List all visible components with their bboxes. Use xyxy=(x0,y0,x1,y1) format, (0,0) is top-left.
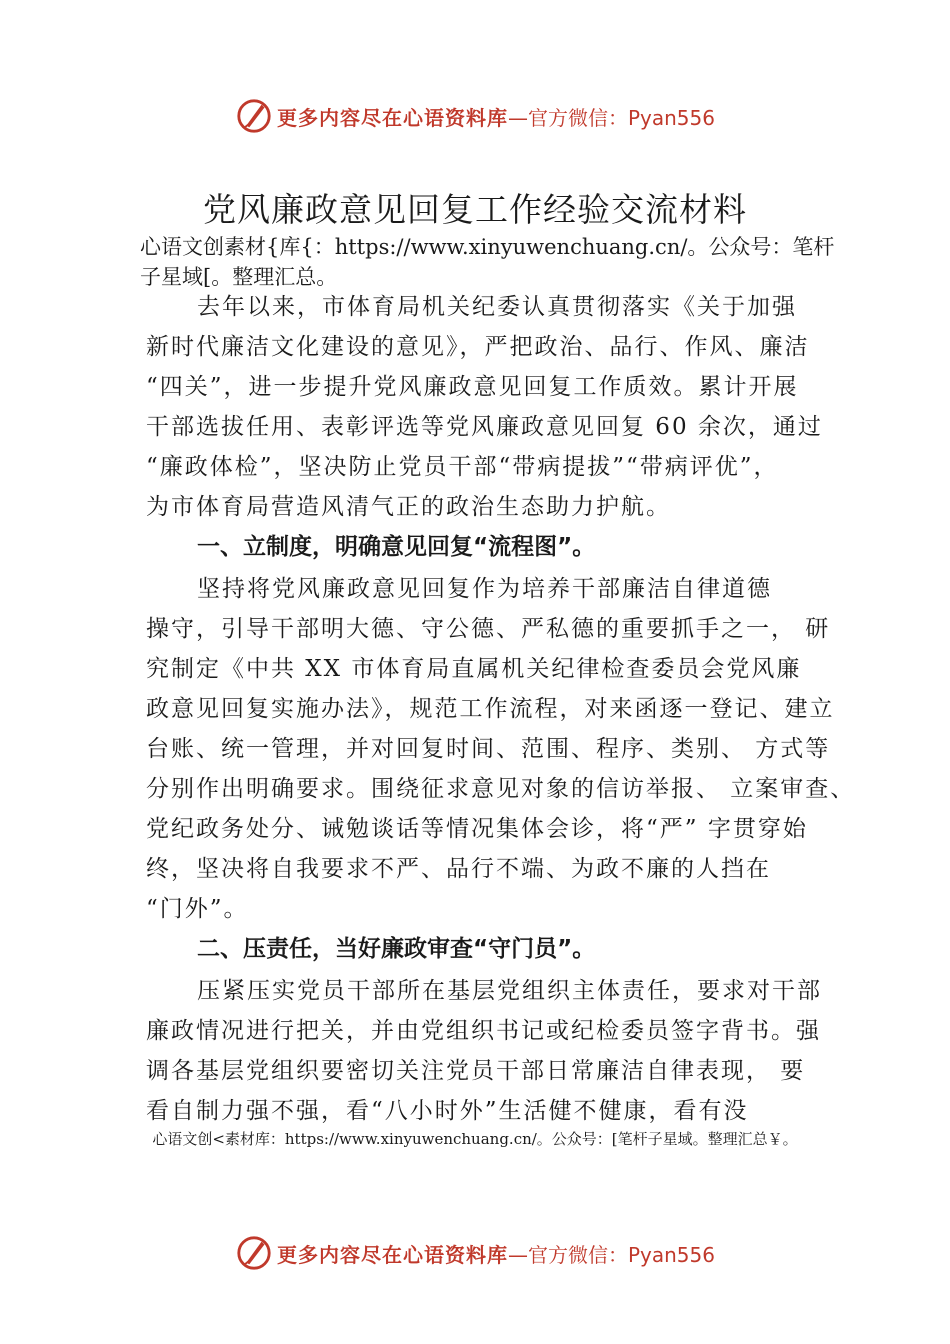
paragraph-line: 究制定《中共 XX 市体育局直属机关纪律检查委员会党风廉 xyxy=(146,656,802,682)
banner-wechat: —官方微信：Pyan556 xyxy=(507,105,715,130)
paragraph-line: 去年以来，市体育局机关纪委认真贯彻落实《关于加强 xyxy=(197,294,797,320)
banner-brand: 更多内容尽在心语资料库 xyxy=(276,1242,508,1267)
section-heading: 一、立制度，明确意见回复“流程图”。 xyxy=(197,534,596,560)
paragraph-line: 廉政情况进行把关，并由党组织书记或纪检委员签字背书。强 xyxy=(146,1018,821,1044)
paragraph-line: 调各基层党组织要密切关注党员干部日常廉洁自律表现， 要 xyxy=(146,1058,806,1084)
paragraph-line: “廉政体检”，坚决防止党员干部“带病提拔”“带病评优”， xyxy=(146,454,779,480)
section-heading: 二、压责任，当好廉政审查“守门员”。 xyxy=(197,936,596,962)
paragraph-line: 分别作出明确要求。围绕征求意见对象的信访举报、 立案审查、 xyxy=(146,776,856,802)
quill-logo-icon xyxy=(235,1234,273,1272)
top-banner xyxy=(0,94,950,138)
page-title: 党风廉政意见回复工作经验交流材料 xyxy=(203,190,747,229)
paragraph-line: 看自制力强不强，看“八小时外”生活健不健康，看有没 xyxy=(146,1098,749,1124)
banner-brand: 更多内容尽在心语资料库 xyxy=(276,105,508,130)
paragraph-line: 为市体育局营造风清气正的政治生态助力护航。 xyxy=(146,494,671,520)
paragraph-line: 党纪政务处分、诫勉谈话等情况集体会诊，将“严” 字贯穿始 xyxy=(146,816,808,842)
source-note: 心语文创素材{库{：https://www.xinyuwenchuang.cn/。公众号：笔杆子星域[。整理汇总。 xyxy=(140,235,835,289)
paragraph-line: 终，坚决将自我要求不严、品行不端、为政不廉的人挡在 xyxy=(146,856,771,882)
paragraph-line: 压紧压实党员干部所在基层党组织主体责任，要求对干部 xyxy=(197,978,822,1004)
paragraph-line: 干部选拔任用、表彰评选等党风廉政意见回复 60 余次，通过 xyxy=(146,414,823,440)
paragraph-line: 操守，引导干部明大德、守公德、严私德的重要抓手之一， 研 xyxy=(146,616,831,642)
bottom-banner xyxy=(0,1231,950,1275)
footer-note: 心语文创<素材库：https://www.xinyuwenchuang.cn/。公众号：[笔杆子星域。整理汇总￥。 xyxy=(152,1130,798,1148)
paragraph-line: 坚持将党风廉政意见回复作为培养干部廉洁自律道德 xyxy=(197,576,772,602)
paragraph-line: “门外”。 xyxy=(146,896,249,922)
paragraph-line: 政意见回复实施办法》，规范工作流程，对来函逐一登记、建立 xyxy=(146,696,835,722)
paragraph-line: 新时代廉洁文化建设的意见》，严把政治、品行、作风、廉洁 xyxy=(146,334,810,360)
paragraph-line: “四关”，进一步提升党风廉政意见回复工作质效。累计开展 xyxy=(146,374,799,400)
quill-logo-icon xyxy=(235,97,273,135)
banner-wechat: —官方微信：Pyan556 xyxy=(507,1242,715,1267)
paragraph-line: 台账、统一管理，并对回复时间、范围、程序、类别、 方式等 xyxy=(146,736,831,762)
